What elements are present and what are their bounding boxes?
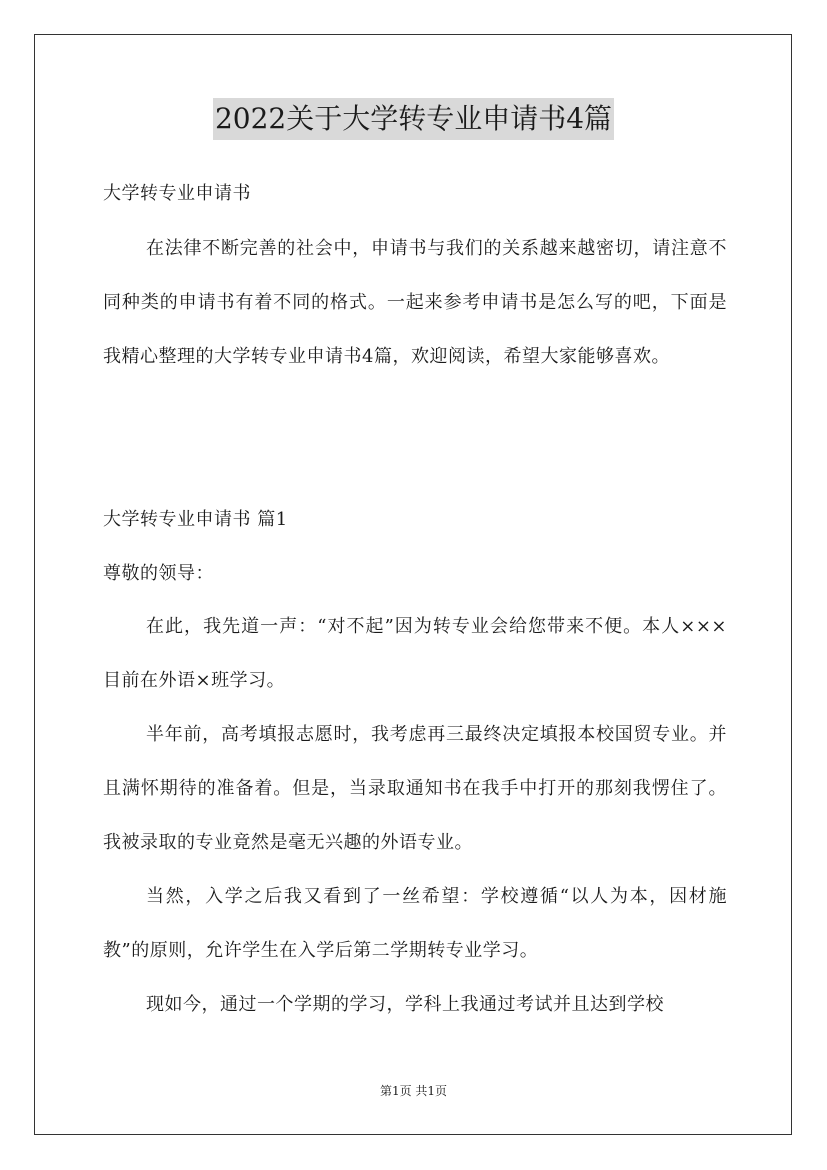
body-paragraph: 现如今，通过一个学期的学习，学科上我通过考试并且达到学校 [146, 994, 664, 1015]
document-title: 2022关于大学转专业申请书4篇 [213, 98, 614, 140]
title-container [0, 98, 827, 140]
document-subtitle: 大学转专业申请书 [103, 183, 251, 204]
section-heading: 大学转专业申请书 篇1 [103, 509, 288, 530]
body-paragraph: 在此，我先道一声：“对不起”因为转专业会给您带来不便。本人×××目前在外语×班学习。 [103, 616, 727, 691]
body-paragraph: 当然，入学之后我又看到了一丝希望：学校遵循“以人为本，因材施教”的原则，允许学生在入学后第二学期转专业学习。 [103, 886, 727, 961]
page-footer [0, 1083, 827, 1099]
page-number-label: 第1页 共1页 [379, 1084, 448, 1098]
salutation: 尊敬的领导： [103, 563, 214, 584]
intro-paragraph: 在法律不断完善的社会中，申请书与我们的关系越来越密切，请注意不同种类的申请书有着不同的格式。一起来参考申请书是怎么写的吧，下面是我精心整理的大学转专业申请书4篇，欢迎阅读，希望大家能够喜欢。 [103, 238, 727, 367]
body-paragraph: 半年前，高考填报志愿时，我考虑再三最终决定填报本校国贸专业。并且满怀期待的准备着。但是，当录取通知书在我手中打开的那刻我愣住了。我被录取的专业竟然是毫无兴趣的外语专业。 [103, 724, 727, 853]
